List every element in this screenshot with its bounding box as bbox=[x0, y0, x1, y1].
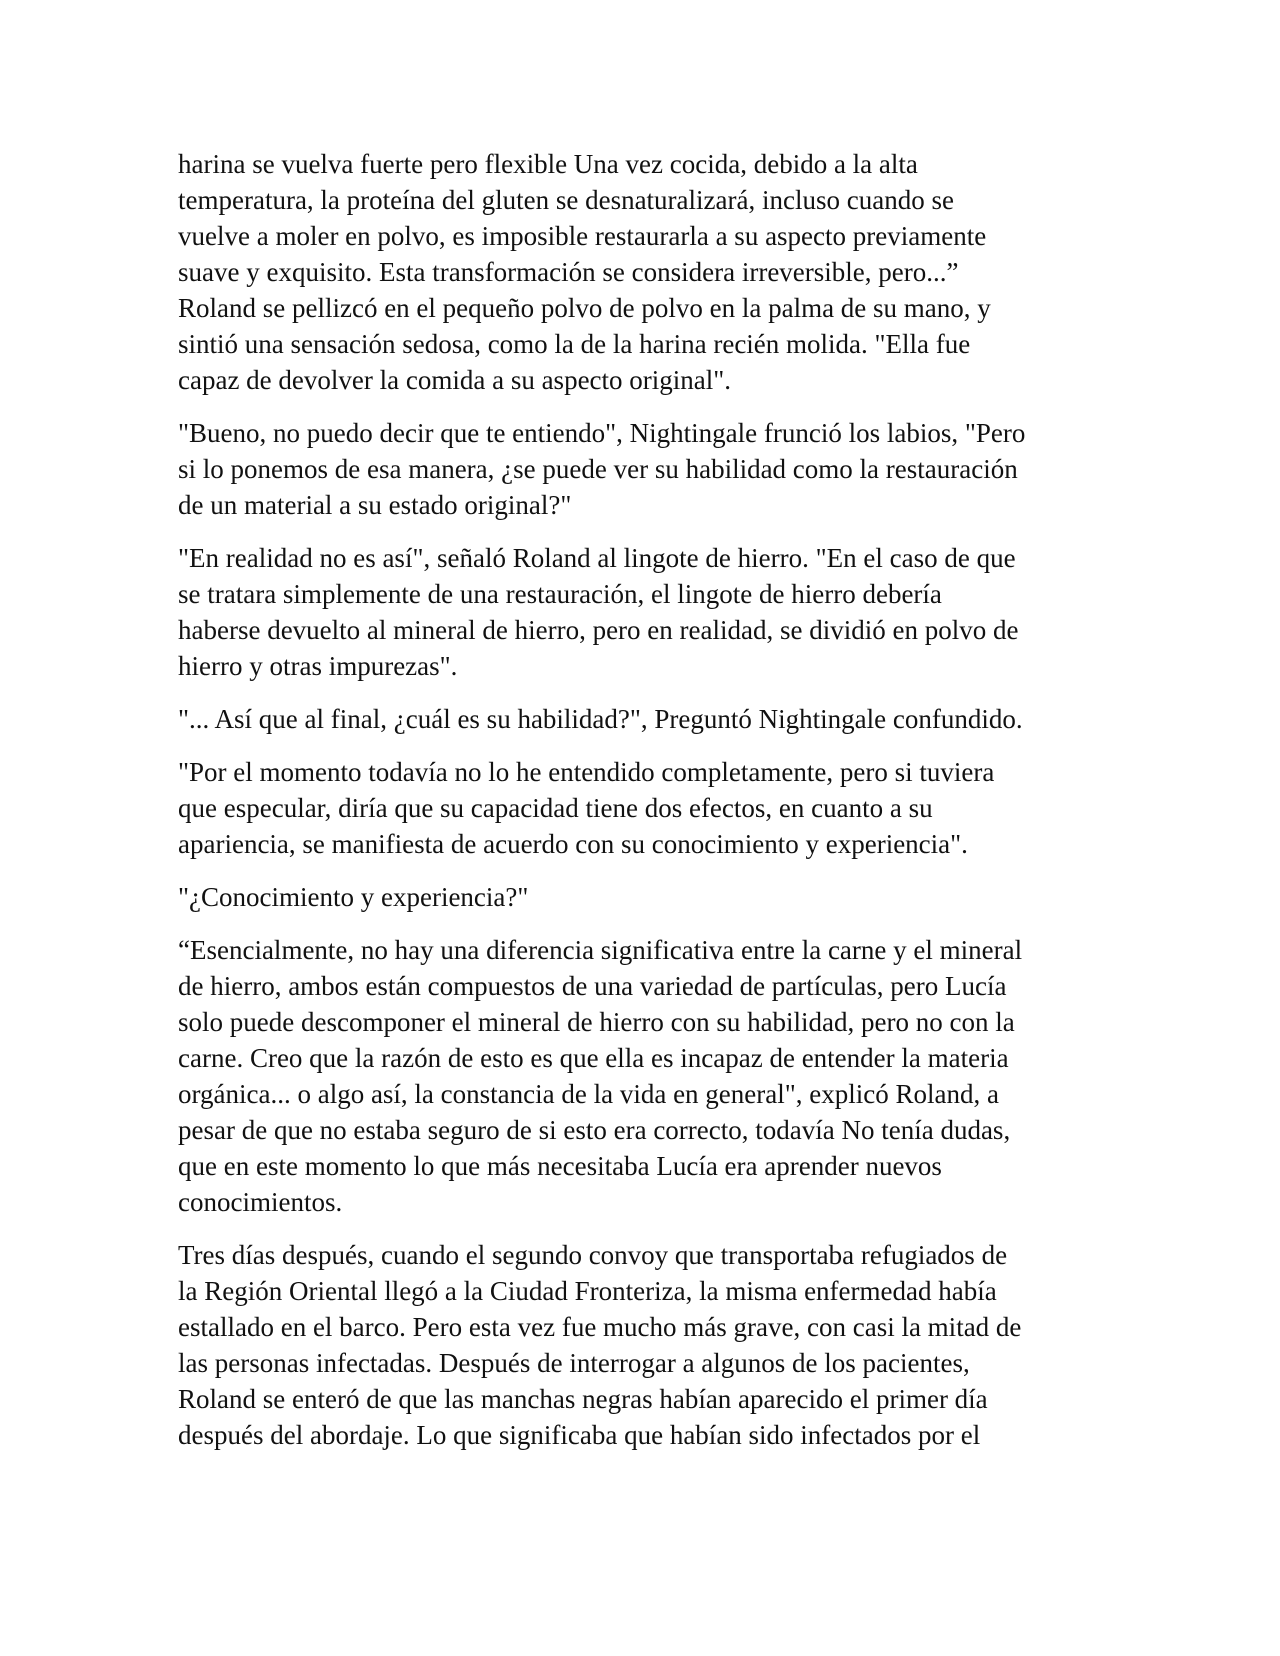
text-line: la Región Oriental llegó a la Ciudad Fronteriza, la misma enfermedad había bbox=[178, 1276, 997, 1306]
paragraph-2 bbox=[178, 415, 1108, 523]
paragraph-4 bbox=[178, 701, 1108, 737]
text-line: Roland se pellizcó en el pequeño polvo de polvo en la palma de su mano, y bbox=[178, 293, 991, 323]
text-line: pesar de que no estaba seguro de si esto era correcto, todavía No tenía dudas, bbox=[178, 1115, 1011, 1145]
text-line: solo puede descomponer el mineral de hierro con su habilidad, pero no con la bbox=[178, 1007, 1015, 1037]
paragraph-3 bbox=[178, 540, 1108, 684]
text-line: “Esencialmente, no hay una diferencia significativa entre la carne y el mineral bbox=[178, 935, 1023, 965]
paragraph-7 bbox=[178, 932, 1108, 1220]
text-line: las personas infectadas. Después de interrogar a algunos de los pacientes, bbox=[178, 1348, 970, 1378]
paragraph-6 bbox=[178, 879, 1108, 915]
text-line: temperatura, la proteína del gluten se desnaturalizará, incluso cuando se bbox=[178, 185, 954, 215]
text-line: de hierro, ambos están compuestos de una variedad de partículas, pero Lucía bbox=[178, 971, 1007, 1001]
document-page bbox=[178, 146, 1108, 1470]
text-line: harina se vuelva fuerte pero flexible Una vez cocida, debido a la alta bbox=[178, 149, 918, 179]
text-line: apariencia, se manifiesta de acuerdo con su conocimiento y experiencia". bbox=[178, 829, 968, 859]
text-line: conocimientos. bbox=[178, 1187, 343, 1217]
text-line: se tratara simplemente de una restauración, el lingote de hierro debería bbox=[178, 579, 942, 609]
paragraph-8 bbox=[178, 1237, 1108, 1453]
text-line: de un material a su estado original?" bbox=[178, 490, 572, 520]
text-line: "En realidad no es así", señaló Roland al lingote de hierro. "En el caso de que bbox=[178, 543, 1016, 573]
text-line: "... Así que al final, ¿cuál es su habilidad?", Preguntó Nightingale confundido. bbox=[178, 704, 1023, 734]
text-line: después del abordaje. Lo que significaba que habían sido infectados por el bbox=[178, 1420, 981, 1450]
text-line: carne. Creo que la razón de esto es que ella es incapaz de entender la materia bbox=[178, 1043, 1009, 1073]
paragraph-1 bbox=[178, 146, 1108, 398]
paragraph-5 bbox=[178, 754, 1108, 862]
text-line: que en este momento lo que más necesitaba Lucía era aprender nuevos bbox=[178, 1151, 942, 1181]
text-line: "Por el momento todavía no lo he entendido completamente, pero si tuviera bbox=[178, 757, 995, 787]
text-line: Roland se enteró de que las manchas negras habían aparecido el primer día bbox=[178, 1384, 988, 1414]
text-line: suave y exquisito. Esta transformación se considera irreversible, pero...” bbox=[178, 257, 959, 287]
text-line: si lo ponemos de esa manera, ¿se puede ver su habilidad como la restauración bbox=[178, 454, 1018, 484]
text-line: orgánica... o algo así, la constancia de la vida en general", explicó Roland, a bbox=[178, 1079, 999, 1109]
text-line: hierro y otras impurezas". bbox=[178, 651, 458, 681]
text-line: haberse devuelto al mineral de hierro, pero en realidad, se dividió en polvo de bbox=[178, 615, 1019, 645]
text-line: estallado en el barco. Pero esta vez fue mucho más grave, con casi la mitad de bbox=[178, 1312, 1022, 1342]
text-line: "¿Conocimiento y experiencia?" bbox=[178, 882, 529, 912]
text-line: vuelve a moler en polvo, es imposible restaurarla a su aspecto previamente bbox=[178, 221, 987, 251]
text-line: capaz de devolver la comida a su aspecto original". bbox=[178, 365, 732, 395]
text-line: "Bueno, no puedo decir que te entiendo", Nightingale frunció los labios, "Pero bbox=[178, 418, 1026, 448]
text-line: Tres días después, cuando el segundo convoy que transportaba refugiados de bbox=[178, 1240, 1008, 1270]
text-line: que especular, diría que su capacidad tiene dos efectos, en cuanto a su bbox=[178, 793, 933, 823]
text-line: sintió una sensación sedosa, como la de la harina recién molida. "Ella fue bbox=[178, 329, 971, 359]
